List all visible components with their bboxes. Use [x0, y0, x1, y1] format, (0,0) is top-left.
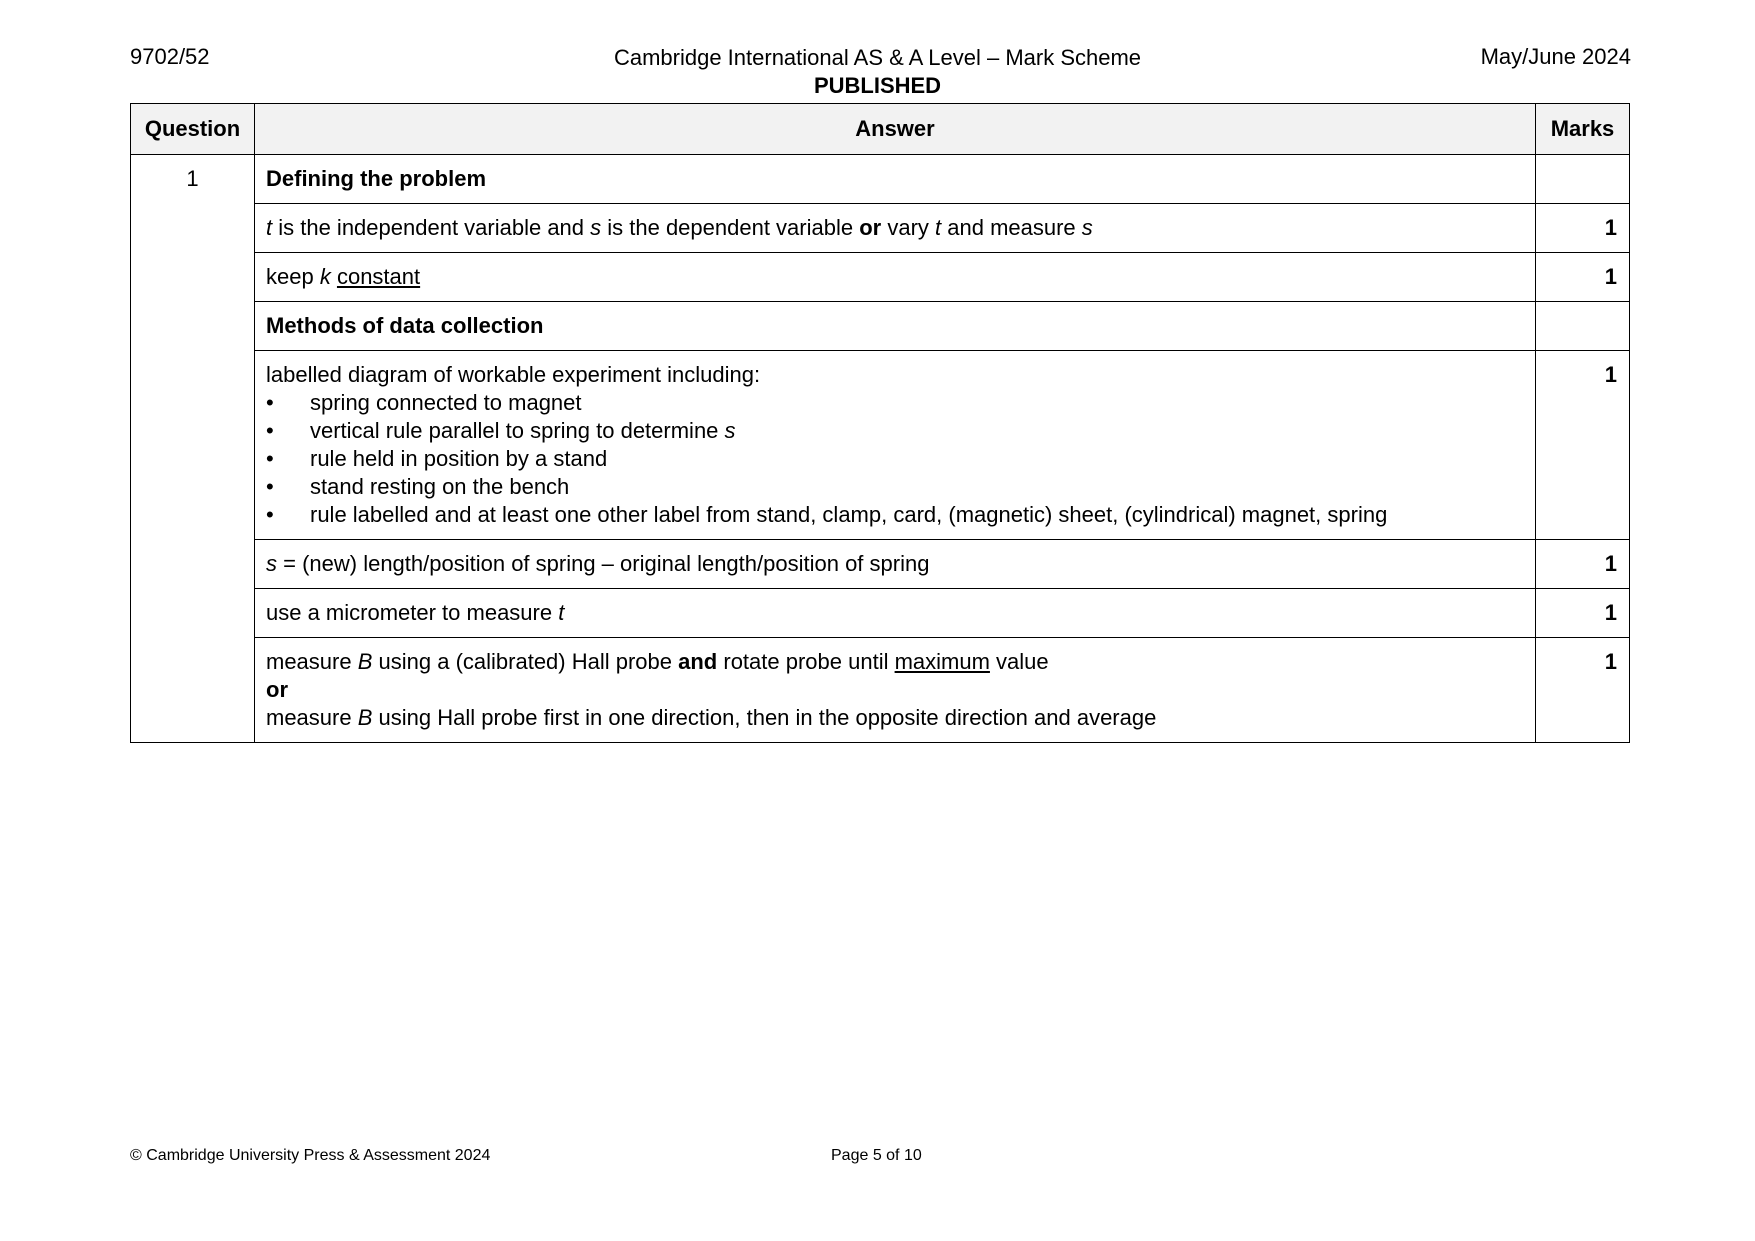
page-number: Page 5 of 10 [831, 1147, 922, 1164]
answer-cell [255, 589, 1536, 638]
answer-text: is the dependent variable [601, 215, 860, 240]
mark-cell: 1 [1536, 351, 1630, 540]
table-row [131, 204, 1630, 253]
exam-session: May/June 2024 [1480, 44, 1631, 69]
answer-text: and measure [941, 215, 1082, 240]
or-keyword: or [266, 677, 288, 702]
answer-text: value [989, 649, 1049, 674]
bullet-list [266, 389, 1524, 529]
answer-text: keep [266, 264, 320, 289]
answer-cell [255, 253, 1536, 302]
variable-text: s [1081, 215, 1093, 240]
bullet-item: • spring connected to magnet [266, 389, 1524, 417]
mark-cell: 1 [1536, 204, 1630, 253]
variable-text: B [357, 705, 373, 730]
variable-text: B [357, 649, 373, 674]
answer-text: measure [266, 705, 358, 730]
variable-text: s [590, 215, 602, 240]
answer-text: = (new) length/position of spring – original length/position of spring [277, 551, 930, 576]
underlined-text: maximum [894, 649, 990, 674]
variable-text: t [558, 600, 565, 625]
marks-column-header: Marks [1536, 104, 1630, 155]
table-row [131, 589, 1630, 638]
mark-cell [1536, 302, 1630, 351]
variable-text: k [319, 264, 331, 289]
bullet-item [266, 417, 1524, 445]
table-row [131, 540, 1630, 589]
bullet-item: • stand resting on the bench [266, 473, 1524, 501]
variable-text: s [266, 551, 277, 576]
keyword-text: and [678, 649, 718, 674]
table-row [131, 351, 1630, 540]
answer-text: using Hall probe first in one direction, then in the opposite direction and average [372, 705, 1157, 730]
copyright-notice: © Cambridge University Press & Assessment 2024 [130, 1147, 491, 1164]
section-heading: Defining the problem [255, 155, 1536, 204]
answer-cell [255, 638, 1536, 743]
mark-cell: 1 [1536, 589, 1630, 638]
paper-code: 9702/52 [130, 44, 210, 69]
answer-column-header: Answer [255, 104, 1536, 155]
answer-text: measure [266, 649, 358, 674]
answer-cell [255, 540, 1536, 589]
mark-cell [1536, 155, 1630, 204]
answer-text: use a micrometer to measure [266, 600, 559, 625]
mark-scheme-table [130, 103, 1630, 743]
table-row [131, 638, 1630, 743]
table-header-row [131, 104, 1630, 155]
answer-cell [255, 351, 1536, 540]
published-label: PUBLISHED [813, 73, 942, 98]
section-heading: Methods of data collection [255, 302, 1536, 351]
mark-cell: 1 [1536, 253, 1630, 302]
variable-text: t [935, 215, 942, 240]
answer-text: vary [881, 215, 936, 240]
document-title-text: Cambridge International AS & A Level – Mark Scheme [613, 45, 1142, 70]
keyword-text: or [859, 215, 882, 240]
table-row [131, 155, 1630, 204]
bullet-item: • rule labelled and at least one other label from stand, clamp, card, (magnetic) sheet, (cylindrical) magnet, spring [266, 501, 1524, 529]
variable-text: t [266, 215, 273, 240]
bullet-item: • rule held in position by a stand [266, 445, 1524, 473]
answer-cell [255, 204, 1536, 253]
answer-text: is the independent variable and [272, 215, 591, 240]
answer-text: vertical rule parallel to spring to determine [310, 418, 725, 443]
answer-intro: labelled diagram of workable experiment including: [266, 362, 761, 387]
question-column-header: Question [131, 104, 255, 155]
table-row [131, 302, 1630, 351]
table-row [131, 253, 1630, 302]
answer-text: rotate probe until [717, 649, 895, 674]
answer-line [266, 648, 1524, 676]
question-number: 1 [131, 155, 255, 743]
answer-line [266, 704, 1524, 732]
underlined-text: constant [336, 264, 421, 289]
mark-cell: 1 [1536, 638, 1630, 743]
answer-text: using a (calibrated) Hall probe [372, 649, 679, 674]
variable-text: s [724, 418, 736, 443]
mark-cell: 1 [1536, 540, 1630, 589]
